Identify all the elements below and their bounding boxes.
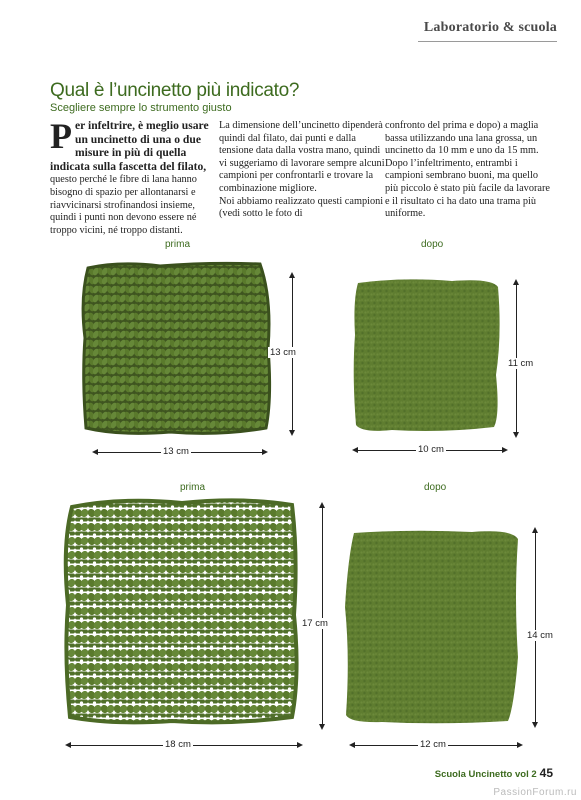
swatch-1-after-image bbox=[352, 275, 504, 435]
swatch-2-after-height: 14 cm bbox=[527, 630, 553, 641]
arrow-right-icon bbox=[502, 447, 508, 453]
column-2-paragraph-1: La dimensione dell’uncinetto dipenderà quindi dal filato, dai punti e dalla tensione data dalla vostra mano, quindi vi suggeriamo di lavorare sempre alcuni campioni per confrontarli e trovare la combinazione migliore. bbox=[219, 120, 385, 194]
lead-text: er infeltrire, è meglio usare un uncinetto di una o due misure in più di quella indicata sulla fascetta del filato, bbox=[50, 119, 209, 173]
magazine-name: Scuola Uncinetto vol 2 bbox=[434, 769, 537, 780]
arrow-up-icon bbox=[289, 272, 295, 278]
dimension-line-2-after-height bbox=[535, 530, 536, 725]
swatch-1-before-height: 13 cm bbox=[270, 347, 296, 358]
arrow-down-icon bbox=[513, 432, 519, 438]
article-subtitle: Scegliere sempre lo strumento giusto bbox=[50, 102, 232, 114]
text-column-2 bbox=[219, 120, 387, 221]
column-1-text: questo perché le fibre di lana hanno bisogno di spazio per allontanarsi e riavvicinarsi strofinandosi insieme, quindi i punti non devono essere né troppo vicini, né troppo distanti. bbox=[50, 174, 197, 236]
arrow-down-icon bbox=[532, 722, 538, 728]
arrow-up-icon bbox=[532, 527, 538, 533]
drop-cap: P bbox=[50, 116, 72, 156]
arrow-down-icon bbox=[289, 430, 295, 436]
arrow-left-icon bbox=[65, 742, 71, 748]
column-3-paragraph: confronto del prima e dopo) a maglia bassa utilizzando una lana grossa, un uncinetto da 10 mm e uno da 15 mm. Dopo l’infeltrimento, entrambi i campioni sembrano buoni, ma quello più piccolo è stato più facile da lavorare e il risultato ci ha dato una trama più uniforme. bbox=[385, 120, 550, 220]
swatch-2-before-label: prima bbox=[180, 482, 206, 493]
text-column-1 bbox=[50, 116, 218, 237]
swatch-1-after-height: 11 cm bbox=[508, 358, 534, 369]
arrow-up-icon bbox=[319, 502, 325, 508]
swatch-1-after-label: dopo bbox=[421, 239, 444, 250]
page-number: 45 bbox=[539, 766, 553, 780]
arrow-right-icon bbox=[297, 742, 303, 748]
swatch-2-after-label: dopo bbox=[424, 482, 447, 493]
arrow-left-icon bbox=[92, 449, 98, 455]
dimension-line-2-before-height bbox=[322, 505, 323, 727]
swatch-2-after-width: 12 cm bbox=[420, 739, 446, 750]
swatch-1-before-width: 13 cm bbox=[163, 446, 189, 457]
column-2-paragraph-2: Noi abbiamo realizzato questi campioni (vedi sotto le foto di bbox=[219, 195, 384, 220]
arrow-up-icon bbox=[513, 279, 519, 285]
swatch-1-before-image bbox=[80, 258, 276, 440]
swatch-2-before-height: 17 cm bbox=[302, 618, 328, 629]
text-column-3 bbox=[385, 120, 553, 221]
arrow-left-icon bbox=[352, 447, 358, 453]
swatch-1-before-label: prima bbox=[165, 239, 191, 250]
section-label: Laboratorio & scuola bbox=[423, 20, 557, 35]
swatch-1-after-width: 10 cm bbox=[418, 444, 444, 455]
page-footer bbox=[435, 766, 553, 780]
swatch-2-before-image bbox=[62, 495, 302, 727]
arrow-left-icon bbox=[349, 742, 355, 748]
arrow-right-icon bbox=[517, 742, 523, 748]
swatch-2-after-image bbox=[342, 527, 522, 727]
header-rule bbox=[418, 41, 557, 42]
article-title: Qual è l’uncinetto più indicato? bbox=[50, 80, 300, 101]
watermark: PassionForum.ru bbox=[493, 787, 577, 798]
swatch-2-before-width: 18 cm bbox=[165, 739, 191, 750]
arrow-down-icon bbox=[319, 724, 325, 730]
arrow-right-icon bbox=[262, 449, 268, 455]
